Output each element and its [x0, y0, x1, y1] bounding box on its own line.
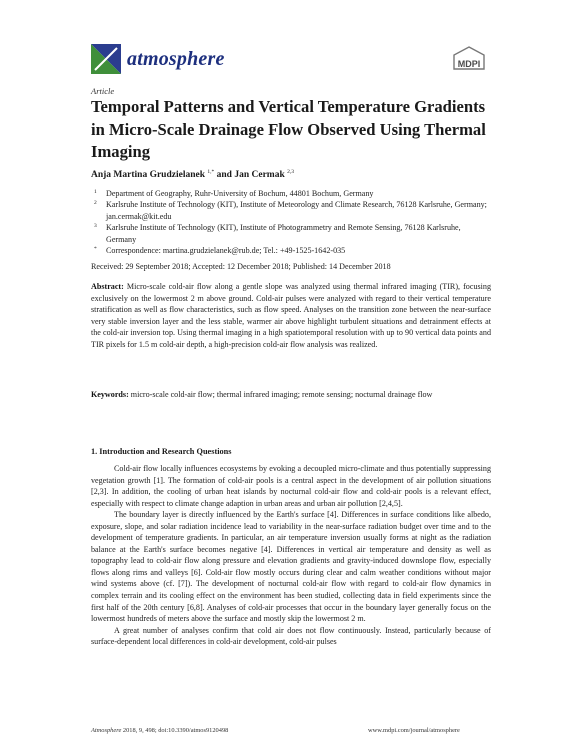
affiliation-item: [91, 222, 491, 245]
body-paragraph: The boundary layer is directly influenced by the Earth's surface [4]. Differences in surface conditions like albedo, exposure, slope, and solar radiation incidence lead to variability in the near-surface radiation budget over time and to the development of temperature gradients. In particular, an air temperature inversion usually forms at night as the radiation balance at the Earth's surface becomes negative [4]. Differences in vertical air temperature and density as well as topography lead to cold-air flow along pressure and elevation gradients and gravity-induced downslope flow, especially flows along rims and valleys [6]. Cold-air flow mostly occurs during clear and calm weather conditions without major wind systems above (cf. [7]). The development of nocturnal cold-air flow with regard to cold-air flow dynamics in complex terrain and its cooling effect on the environment has been studied, collecting data in field experiments since the first half of the 20th century [6,8]. Analyses of cold-air processes that occur in the boundary layer generally focus on the lowermost hundreds of meters above the surface and mostly skip the lowermost 2 m.: [91, 510, 491, 624]
article-type: Article: [91, 86, 115, 96]
affiliation-item: [91, 199, 491, 222]
affiliation-mark: *: [94, 246, 97, 253]
keywords-text: micro-scale cold-air flow; thermal infrared imaging; remote sensing; nocturnal drainage flow: [130, 390, 433, 399]
footer-journal: Atmosphere: [91, 727, 122, 734]
affiliation-mark: 2: [94, 200, 97, 207]
abstract-text: Micro-scale cold-air flow along a gentle slope was analyzed using thermal infrared imaging (TIR), focusing exclusively on the lowermost 2 m above ground. Cold-air pulses were analyzed with regard to their vertical temperature stratification as well as flow characteristics, such as flow speed. Analyses on the transition zone between the near-surface very stable inversion layer and the less stable, warmer air above highlight turbulent situations and detrainment effects at the cold-air inversion top. Using thermal imaging in a high spatiotemporal resolution with up to 90 vertical data points and TIR pixels for 1.5 m cold-air depth, a high-precision cold-air flow analysis was realized.: [91, 282, 491, 349]
keywords-label: Keywords:: [91, 390, 129, 399]
section-body: [91, 463, 491, 648]
footer-url[interactable]: www.mdpi.com/journal/atmosphere: [368, 727, 460, 734]
publication-dates: Received: 29 September 2018; Accepted: 12 December 2018; Published: 14 December 2018: [91, 262, 391, 271]
correspondence-text: Correspondence: martina.grudzielanek@rub.de; Tel.: +49-1525-1642-035: [106, 246, 346, 256]
affiliation-text: Karlsruhe Institute of Technology (KIT), Institute of Photogrammetry and Remote Sensing, 76128 Karlsruhe, Germany: [106, 223, 461, 244]
author-name: Jan Cermak: [234, 170, 285, 181]
affiliations: [91, 188, 491, 256]
abstract-label: Abstract:: [91, 282, 124, 291]
author-affiliation-marks: 2,3: [287, 169, 294, 175]
journal-logo-icon: [91, 44, 121, 74]
keywords: [91, 389, 491, 401]
affiliation-item: [91, 188, 491, 199]
footer-citation: [91, 727, 228, 734]
author-affiliation-marks: 1,*: [207, 169, 215, 175]
section-heading: 1. Introduction and Research Questions: [91, 447, 232, 456]
affiliation-mark: 3: [94, 223, 97, 230]
author-name: Anja Martina Grudzielanek: [91, 170, 205, 181]
affiliation-item: [91, 245, 491, 256]
journal-logo[interactable]: [91, 44, 225, 74]
footer-doi[interactable]: 2018, 9, 498; doi:10.3390/atmos9120498: [121, 727, 229, 734]
abstract: [91, 281, 491, 350]
author-joiner: and: [216, 170, 235, 181]
body-paragraph: A great number of analyses confirm that cold air does not flow continuously. Instead, particularly because of surface-dependent local differences in cold-air development, cold-air pulses: [91, 625, 491, 647]
journal-name: atmosphere: [127, 47, 225, 70]
affiliation-text: Department of Geography, Ruhr-University of Bochum, 44801 Bochum, Germany: [106, 189, 374, 198]
paper-title: Temporal Patterns and Vertical Temperature Gradients in Micro-Scale Drainage Flow Observed Using Thermal Imaging: [91, 97, 486, 161]
affiliation-text: Karlsruhe Institute of Technology (KIT), Institute of Meteorology and Climate Research, 76128 Karlsruhe, Germany; jan.cermak@kit.edu: [106, 200, 487, 221]
author-list: [91, 169, 294, 180]
affiliation-mark: 1: [94, 189, 97, 195]
publisher-logo-text: MDPI: [457, 59, 481, 69]
body-paragraph: Cold-air flow locally influences ecosystems by evoking a decoupled micro-climate and thus potentially suppressing vegetation growth [1]. The formation of cold-air pools is a central aspect in the development of air pollution situations [2,3]. In addition, the cooling of urban heat islands by nocturnal cold-air flow and cold-air pools is a relevant effect, especially with respect to climate change adaption in urban areas and urban air pollution [2,4,5].: [91, 464, 491, 508]
